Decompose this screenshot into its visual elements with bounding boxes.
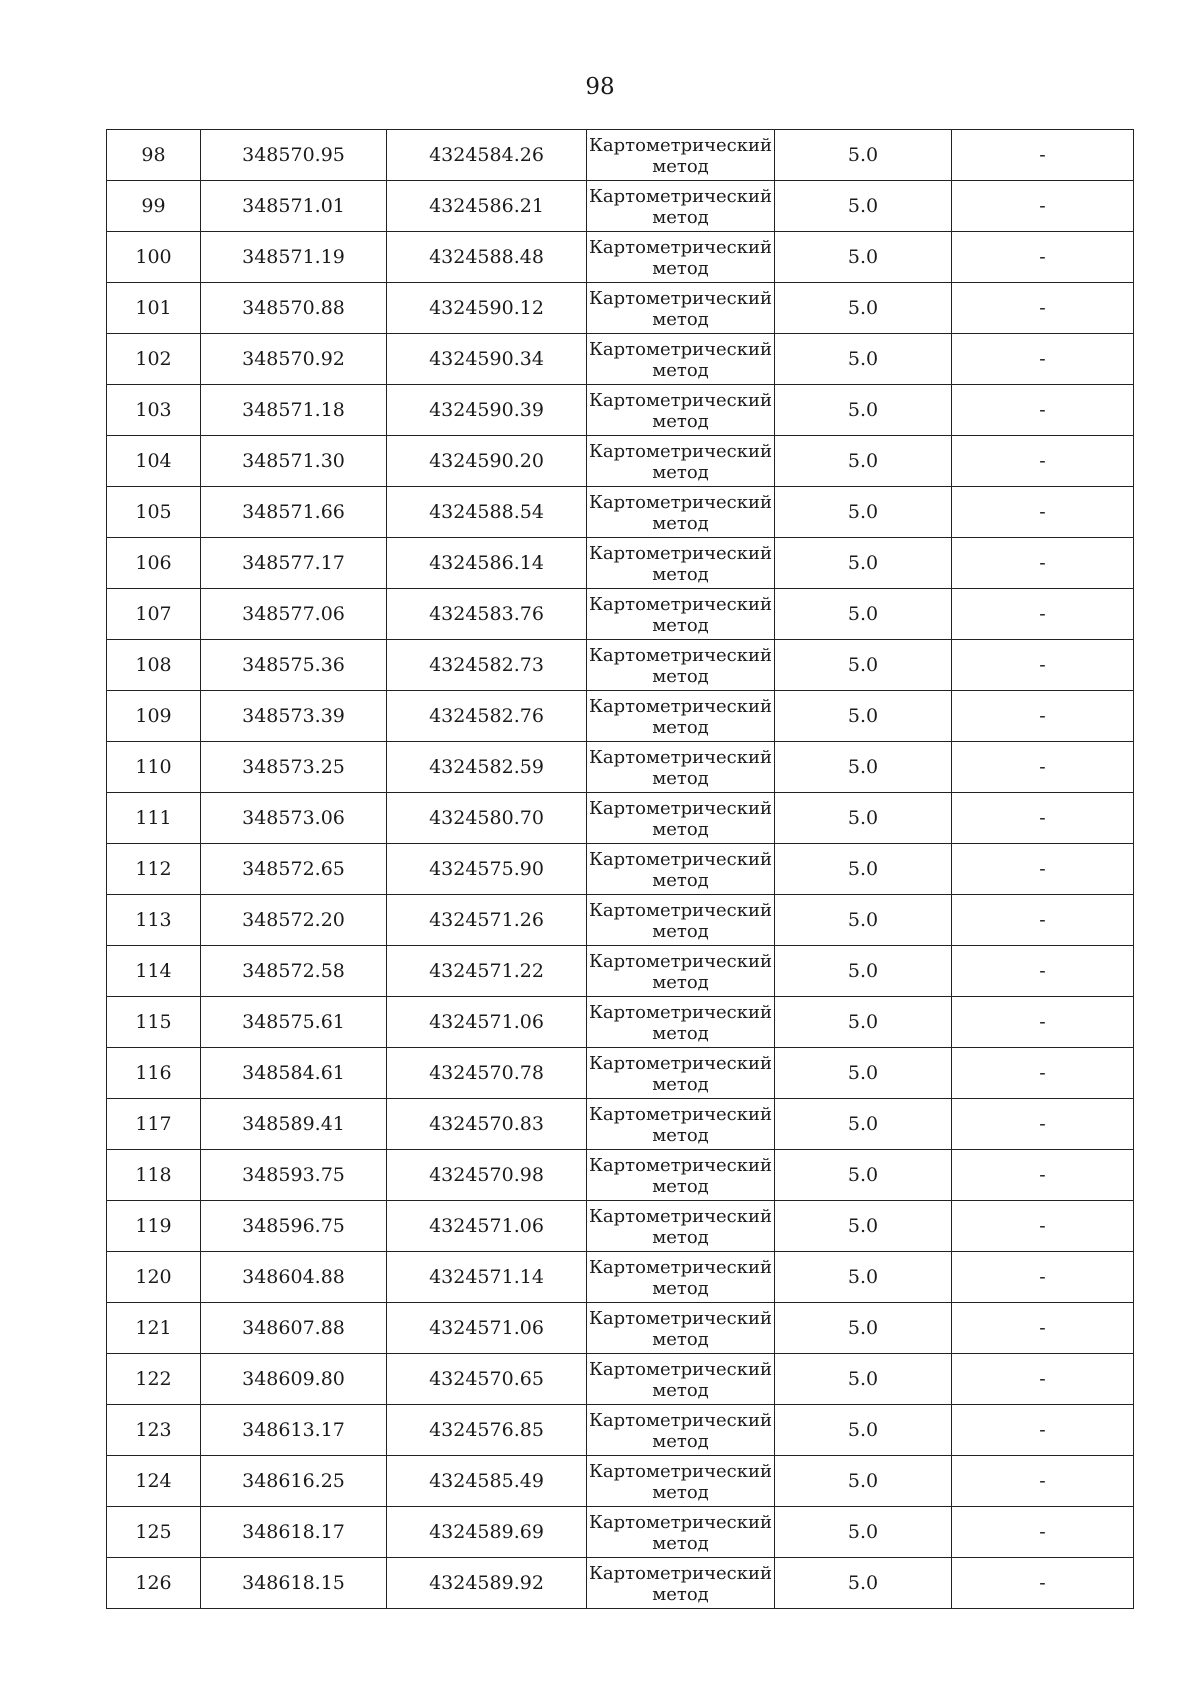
note-cell: - bbox=[952, 895, 1134, 946]
y-coordinate-cell: 4324570.98 bbox=[387, 1150, 587, 1201]
method-line1: Картометрический bbox=[589, 1257, 772, 1278]
method-cell bbox=[587, 334, 775, 385]
method-cell bbox=[587, 640, 775, 691]
note-cell: - bbox=[952, 793, 1134, 844]
point-number-cell: 121 bbox=[107, 1303, 201, 1354]
point-number-cell: 118 bbox=[107, 1150, 201, 1201]
y-coordinate-cell: 4324590.12 bbox=[387, 283, 587, 334]
point-number-cell: 104 bbox=[107, 436, 201, 487]
method-line1: Картометрический bbox=[589, 1104, 772, 1125]
method-cell bbox=[587, 181, 775, 232]
y-coordinate-cell: 4324575.90 bbox=[387, 844, 587, 895]
method-line2: метод bbox=[652, 819, 709, 840]
point-number-cell: 126 bbox=[107, 1558, 201, 1609]
point-number-cell: 101 bbox=[107, 283, 201, 334]
note-cell: - bbox=[952, 1099, 1134, 1150]
table-row bbox=[107, 1099, 1134, 1150]
y-coordinate-cell: 4324590.39 bbox=[387, 385, 587, 436]
note-cell: - bbox=[952, 589, 1134, 640]
table-row bbox=[107, 1048, 1134, 1099]
table-row bbox=[107, 436, 1134, 487]
point-number-cell: 98 bbox=[107, 130, 201, 181]
x-coordinate-cell: 348571.19 bbox=[201, 232, 387, 283]
method-line1: Картометрический bbox=[589, 288, 772, 309]
accuracy-cell: 5.0 bbox=[775, 1252, 952, 1303]
method-cell bbox=[587, 232, 775, 283]
method-line2: метод bbox=[652, 1176, 709, 1197]
point-number-cell: 100 bbox=[107, 232, 201, 283]
method-line1: Картометрический bbox=[589, 696, 772, 717]
note-cell: - bbox=[952, 1558, 1134, 1609]
method-line2: метод bbox=[652, 207, 709, 228]
note-cell: - bbox=[952, 436, 1134, 487]
point-number-cell: 122 bbox=[107, 1354, 201, 1405]
method-line2: метод bbox=[652, 1227, 709, 1248]
note-cell: - bbox=[952, 997, 1134, 1048]
y-coordinate-cell: 4324584.26 bbox=[387, 130, 587, 181]
method-line1: Картометрический bbox=[589, 1359, 772, 1380]
point-number-cell: 111 bbox=[107, 793, 201, 844]
method-line2: метод bbox=[652, 1329, 709, 1350]
point-number-cell: 124 bbox=[107, 1456, 201, 1507]
method-cell bbox=[587, 793, 775, 844]
method-line2: метод bbox=[652, 972, 709, 993]
method-line1: Картометрический bbox=[589, 186, 772, 207]
table-row bbox=[107, 334, 1134, 385]
table-row bbox=[107, 997, 1134, 1048]
table-row bbox=[107, 1252, 1134, 1303]
x-coordinate-cell: 348572.58 bbox=[201, 946, 387, 997]
method-line1: Картометрический bbox=[589, 1308, 772, 1329]
method-line1: Картометрический bbox=[589, 135, 772, 156]
x-coordinate-cell: 348584.61 bbox=[201, 1048, 387, 1099]
x-coordinate-cell: 348596.75 bbox=[201, 1201, 387, 1252]
accuracy-cell: 5.0 bbox=[775, 334, 952, 385]
accuracy-cell: 5.0 bbox=[775, 1303, 952, 1354]
method-cell bbox=[587, 997, 775, 1048]
note-cell: - bbox=[952, 844, 1134, 895]
note-cell: - bbox=[952, 130, 1134, 181]
method-line2: метод bbox=[652, 513, 709, 534]
table-row bbox=[107, 895, 1134, 946]
table-row bbox=[107, 793, 1134, 844]
y-coordinate-cell: 4324582.73 bbox=[387, 640, 587, 691]
method-cell bbox=[587, 487, 775, 538]
note-cell: - bbox=[952, 946, 1134, 997]
point-number-cell: 99 bbox=[107, 181, 201, 232]
method-line1: Картометрический bbox=[589, 1002, 772, 1023]
method-line1: Картометрический bbox=[589, 390, 772, 411]
table-row bbox=[107, 283, 1134, 334]
note-cell: - bbox=[952, 640, 1134, 691]
x-coordinate-cell: 348570.88 bbox=[201, 283, 387, 334]
accuracy-cell: 5.0 bbox=[775, 844, 952, 895]
method-line2: метод bbox=[652, 717, 709, 738]
accuracy-cell: 5.0 bbox=[775, 1048, 952, 1099]
method-line2: метод bbox=[652, 921, 709, 942]
table-row bbox=[107, 589, 1134, 640]
note-cell: - bbox=[952, 1048, 1134, 1099]
accuracy-cell: 5.0 bbox=[775, 1201, 952, 1252]
table-row bbox=[107, 691, 1134, 742]
table-row bbox=[107, 1354, 1134, 1405]
accuracy-cell: 5.0 bbox=[775, 691, 952, 742]
method-cell bbox=[587, 1303, 775, 1354]
x-coordinate-cell: 348607.88 bbox=[201, 1303, 387, 1354]
point-number-cell: 115 bbox=[107, 997, 201, 1048]
method-cell bbox=[587, 589, 775, 640]
method-cell bbox=[587, 895, 775, 946]
x-coordinate-cell: 348577.17 bbox=[201, 538, 387, 589]
point-number-cell: 105 bbox=[107, 487, 201, 538]
table-row bbox=[107, 844, 1134, 895]
x-coordinate-cell: 348589.41 bbox=[201, 1099, 387, 1150]
y-coordinate-cell: 4324582.59 bbox=[387, 742, 587, 793]
accuracy-cell: 5.0 bbox=[775, 946, 952, 997]
accuracy-cell: 5.0 bbox=[775, 1099, 952, 1150]
method-line2: метод bbox=[652, 1584, 709, 1605]
method-line1: Картометрический bbox=[589, 951, 772, 972]
x-coordinate-cell: 348571.18 bbox=[201, 385, 387, 436]
table-row bbox=[107, 487, 1134, 538]
method-line1: Картометрический bbox=[589, 1053, 772, 1074]
page-number: 98 bbox=[585, 74, 615, 100]
table-row bbox=[107, 1558, 1134, 1609]
x-coordinate-cell: 348572.20 bbox=[201, 895, 387, 946]
accuracy-cell: 5.0 bbox=[775, 130, 952, 181]
x-coordinate-cell: 348604.88 bbox=[201, 1252, 387, 1303]
table-row bbox=[107, 1303, 1134, 1354]
method-cell bbox=[587, 844, 775, 895]
accuracy-cell: 5.0 bbox=[775, 487, 952, 538]
method-line2: метод bbox=[652, 1074, 709, 1095]
table-row bbox=[107, 385, 1134, 436]
accuracy-cell: 5.0 bbox=[775, 742, 952, 793]
y-coordinate-cell: 4324582.76 bbox=[387, 691, 587, 742]
table-row bbox=[107, 1507, 1134, 1558]
method-cell bbox=[587, 742, 775, 793]
note-cell: - bbox=[952, 538, 1134, 589]
method-cell bbox=[587, 1252, 775, 1303]
method-line1: Картометрический bbox=[589, 1461, 772, 1482]
y-coordinate-cell: 4324585.49 bbox=[387, 1456, 587, 1507]
x-coordinate-cell: 348575.61 bbox=[201, 997, 387, 1048]
method-cell bbox=[587, 1558, 775, 1609]
point-number-cell: 116 bbox=[107, 1048, 201, 1099]
x-coordinate-cell: 348613.17 bbox=[201, 1405, 387, 1456]
y-coordinate-cell: 4324586.14 bbox=[387, 538, 587, 589]
point-number-cell: 107 bbox=[107, 589, 201, 640]
accuracy-cell: 5.0 bbox=[775, 1507, 952, 1558]
table-row bbox=[107, 1150, 1134, 1201]
point-number-cell: 102 bbox=[107, 334, 201, 385]
note-cell: - bbox=[952, 1303, 1134, 1354]
note-cell: - bbox=[952, 1405, 1134, 1456]
method-line2: метод bbox=[652, 1482, 709, 1503]
y-coordinate-cell: 4324589.69 bbox=[387, 1507, 587, 1558]
method-line1: Картометрический bbox=[589, 543, 772, 564]
point-number-cell: 108 bbox=[107, 640, 201, 691]
x-coordinate-cell: 348571.30 bbox=[201, 436, 387, 487]
method-line2: метод bbox=[652, 1380, 709, 1401]
method-cell bbox=[587, 1456, 775, 1507]
method-cell bbox=[587, 1405, 775, 1456]
x-coordinate-cell: 348573.06 bbox=[201, 793, 387, 844]
method-line2: метод bbox=[652, 258, 709, 279]
method-cell bbox=[587, 1507, 775, 1558]
y-coordinate-cell: 4324586.21 bbox=[387, 181, 587, 232]
point-number-cell: 120 bbox=[107, 1252, 201, 1303]
x-coordinate-cell: 348571.01 bbox=[201, 181, 387, 232]
accuracy-cell: 5.0 bbox=[775, 283, 952, 334]
method-line2: метод bbox=[652, 156, 709, 177]
point-number-cell: 106 bbox=[107, 538, 201, 589]
method-line1: Картометрический bbox=[589, 1206, 772, 1227]
accuracy-cell: 5.0 bbox=[775, 1150, 952, 1201]
method-cell bbox=[587, 1201, 775, 1252]
x-coordinate-cell: 348570.92 bbox=[201, 334, 387, 385]
method-line1: Картометрический bbox=[589, 1410, 772, 1431]
method-cell bbox=[587, 691, 775, 742]
y-coordinate-cell: 4324571.06 bbox=[387, 1201, 587, 1252]
y-coordinate-cell: 4324588.48 bbox=[387, 232, 587, 283]
accuracy-cell: 5.0 bbox=[775, 1405, 952, 1456]
note-cell: - bbox=[952, 181, 1134, 232]
accuracy-cell: 5.0 bbox=[775, 1558, 952, 1609]
method-line1: Картометрический bbox=[589, 339, 772, 360]
note-cell: - bbox=[952, 1507, 1134, 1558]
method-cell bbox=[587, 283, 775, 334]
method-line1: Картометрический bbox=[589, 747, 772, 768]
y-coordinate-cell: 4324570.78 bbox=[387, 1048, 587, 1099]
note-cell: - bbox=[952, 487, 1134, 538]
method-line2: метод bbox=[652, 309, 709, 330]
note-cell: - bbox=[952, 1201, 1134, 1252]
x-coordinate-cell: 348573.39 bbox=[201, 691, 387, 742]
x-coordinate-cell: 348573.25 bbox=[201, 742, 387, 793]
method-line1: Картометрический bbox=[589, 1155, 772, 1176]
method-cell bbox=[587, 385, 775, 436]
method-line2: метод bbox=[652, 768, 709, 789]
table-row bbox=[107, 1456, 1134, 1507]
y-coordinate-cell: 4324576.85 bbox=[387, 1405, 587, 1456]
note-cell: - bbox=[952, 385, 1134, 436]
y-coordinate-cell: 4324570.65 bbox=[387, 1354, 587, 1405]
method-cell bbox=[587, 436, 775, 487]
point-number-cell: 123 bbox=[107, 1405, 201, 1456]
method-cell bbox=[587, 538, 775, 589]
note-cell: - bbox=[952, 1150, 1134, 1201]
x-coordinate-cell: 348593.75 bbox=[201, 1150, 387, 1201]
y-coordinate-cell: 4324588.54 bbox=[387, 487, 587, 538]
accuracy-cell: 5.0 bbox=[775, 385, 952, 436]
accuracy-cell: 5.0 bbox=[775, 181, 952, 232]
table-row bbox=[107, 640, 1134, 691]
method-line1: Картометрический bbox=[589, 798, 772, 819]
accuracy-cell: 5.0 bbox=[775, 895, 952, 946]
method-cell bbox=[587, 1099, 775, 1150]
method-line1: Картометрический bbox=[589, 1512, 772, 1533]
y-coordinate-cell: 4324589.92 bbox=[387, 1558, 587, 1609]
x-coordinate-cell: 348571.66 bbox=[201, 487, 387, 538]
point-number-cell: 113 bbox=[107, 895, 201, 946]
table-row bbox=[107, 232, 1134, 283]
point-number-cell: 109 bbox=[107, 691, 201, 742]
accuracy-cell: 5.0 bbox=[775, 793, 952, 844]
accuracy-cell: 5.0 bbox=[775, 232, 952, 283]
method-line1: Картометрический bbox=[589, 849, 772, 870]
method-cell bbox=[587, 130, 775, 181]
note-cell: - bbox=[952, 334, 1134, 385]
method-cell bbox=[587, 946, 775, 997]
method-line2: метод bbox=[652, 870, 709, 891]
point-number-cell: 110 bbox=[107, 742, 201, 793]
method-line1: Картометрический bbox=[589, 594, 772, 615]
x-coordinate-cell: 348616.25 bbox=[201, 1456, 387, 1507]
y-coordinate-cell: 4324590.34 bbox=[387, 334, 587, 385]
y-coordinate-cell: 4324570.83 bbox=[387, 1099, 587, 1150]
y-coordinate-cell: 4324571.22 bbox=[387, 946, 587, 997]
accuracy-cell: 5.0 bbox=[775, 997, 952, 1048]
coordinates-table-body bbox=[107, 130, 1134, 1609]
point-number-cell: 114 bbox=[107, 946, 201, 997]
y-coordinate-cell: 4324580.70 bbox=[387, 793, 587, 844]
method-line2: метод bbox=[652, 1431, 709, 1452]
x-coordinate-cell: 348577.06 bbox=[201, 589, 387, 640]
x-coordinate-cell: 348618.15 bbox=[201, 1558, 387, 1609]
x-coordinate-cell: 348572.65 bbox=[201, 844, 387, 895]
coordinates-table bbox=[106, 129, 1134, 1609]
note-cell: - bbox=[952, 1252, 1134, 1303]
method-line2: метод bbox=[652, 564, 709, 585]
accuracy-cell: 5.0 bbox=[775, 1456, 952, 1507]
method-line2: метод bbox=[652, 1125, 709, 1146]
table-row bbox=[107, 1201, 1134, 1252]
method-cell bbox=[587, 1354, 775, 1405]
accuracy-cell: 5.0 bbox=[775, 1354, 952, 1405]
method-line2: метод bbox=[652, 411, 709, 432]
accuracy-cell: 5.0 bbox=[775, 589, 952, 640]
point-number-cell: 112 bbox=[107, 844, 201, 895]
method-line1: Картометрический bbox=[589, 237, 772, 258]
note-cell: - bbox=[952, 1354, 1134, 1405]
y-coordinate-cell: 4324571.06 bbox=[387, 997, 587, 1048]
method-line2: метод bbox=[652, 1023, 709, 1044]
y-coordinate-cell: 4324571.14 bbox=[387, 1252, 587, 1303]
point-number-cell: 125 bbox=[107, 1507, 201, 1558]
table-row bbox=[107, 130, 1134, 181]
point-number-cell: 117 bbox=[107, 1099, 201, 1150]
point-number-cell: 103 bbox=[107, 385, 201, 436]
method-line2: метод bbox=[652, 666, 709, 687]
x-coordinate-cell: 348575.36 bbox=[201, 640, 387, 691]
table-row bbox=[107, 1405, 1134, 1456]
method-line1: Картометрический bbox=[589, 645, 772, 666]
y-coordinate-cell: 4324571.26 bbox=[387, 895, 587, 946]
x-coordinate-cell: 348609.80 bbox=[201, 1354, 387, 1405]
table-row bbox=[107, 538, 1134, 589]
x-coordinate-cell: 348570.95 bbox=[201, 130, 387, 181]
note-cell: - bbox=[952, 742, 1134, 793]
method-cell bbox=[587, 1150, 775, 1201]
accuracy-cell: 5.0 bbox=[775, 640, 952, 691]
method-cell bbox=[587, 1048, 775, 1099]
y-coordinate-cell: 4324571.06 bbox=[387, 1303, 587, 1354]
table-row bbox=[107, 946, 1134, 997]
note-cell: - bbox=[952, 232, 1134, 283]
y-coordinate-cell: 4324583.76 bbox=[387, 589, 587, 640]
method-line2: метод bbox=[652, 1533, 709, 1554]
method-line1: Картометрический bbox=[589, 441, 772, 462]
note-cell: - bbox=[952, 283, 1134, 334]
accuracy-cell: 5.0 bbox=[775, 538, 952, 589]
note-cell: - bbox=[952, 691, 1134, 742]
note-cell: - bbox=[952, 1456, 1134, 1507]
method-line2: метод bbox=[652, 462, 709, 483]
y-coordinate-cell: 4324590.20 bbox=[387, 436, 587, 487]
accuracy-cell: 5.0 bbox=[775, 436, 952, 487]
method-line2: метод bbox=[652, 360, 709, 381]
method-line2: метод bbox=[652, 615, 709, 636]
method-line1: Картометрический bbox=[589, 1563, 772, 1584]
method-line1: Картометрический bbox=[589, 492, 772, 513]
method-line2: метод bbox=[652, 1278, 709, 1299]
table-row bbox=[107, 742, 1134, 793]
table-row bbox=[107, 181, 1134, 232]
method-line1: Картометрический bbox=[589, 900, 772, 921]
point-number-cell: 119 bbox=[107, 1201, 201, 1252]
x-coordinate-cell: 348618.17 bbox=[201, 1507, 387, 1558]
